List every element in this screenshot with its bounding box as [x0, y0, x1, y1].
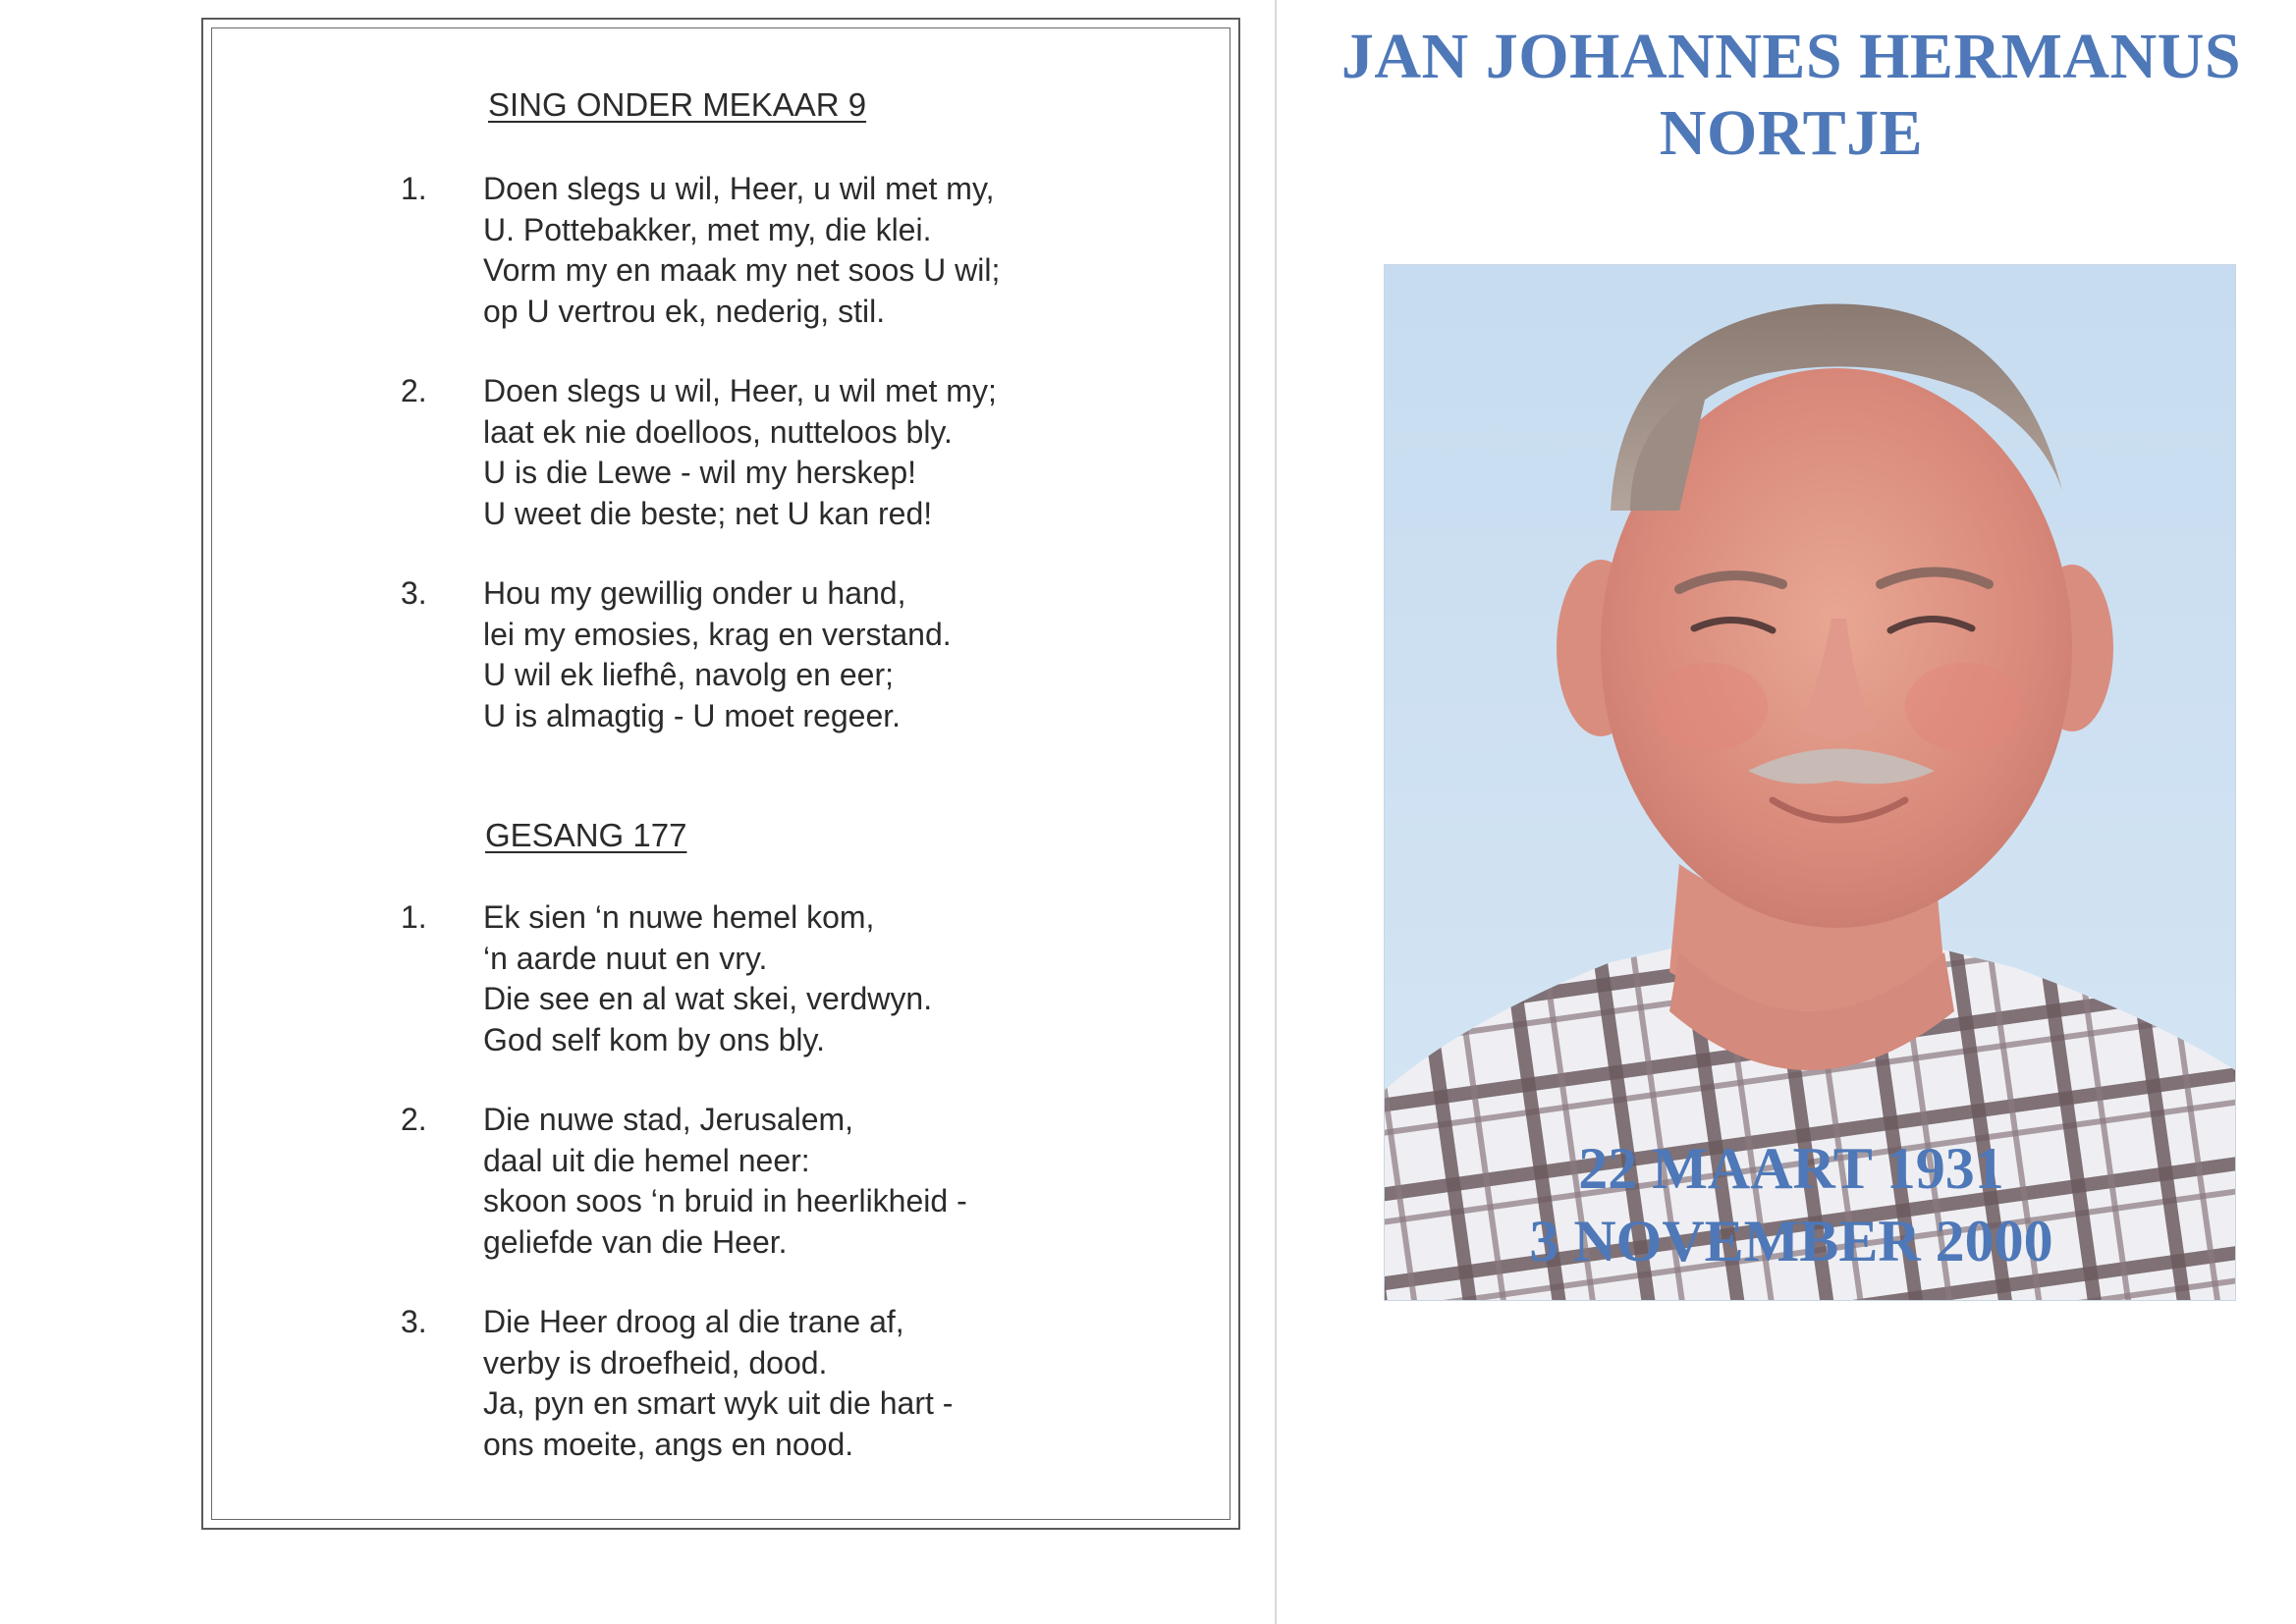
stanza-line: Doen slegs u wil, Heer, u wil met my;: [483, 373, 997, 408]
stanza-line: daal uit die hemel neer:: [483, 1142, 810, 1178]
stanza-number: 3.: [401, 1304, 427, 1339]
page-fold-line: [1275, 0, 1277, 1624]
stanza-lines: [483, 1302, 953, 1465]
stanza-line: Vorm my en maak my net soos U wil;: [483, 252, 1001, 288]
stanza-line: Ja, pyn en smart wyk uit die hart -: [483, 1385, 954, 1421]
stanza-number: 1.: [401, 171, 427, 206]
stanza-line: U weet die beste; net U kan red!: [483, 495, 933, 531]
stanza-line: Die nuwe stad, Jerusalem,: [483, 1102, 854, 1137]
stanza-number: 2.: [401, 1102, 427, 1137]
stanza-line: God self kom by ons bly.: [483, 1021, 825, 1057]
stanza-number: 1.: [401, 899, 427, 935]
stanza-lines: [483, 169, 1000, 332]
deceased-name-line-1: JAN JOHANNES HERMANUS: [1340, 21, 2242, 92]
stanza-line: verby is droefheid, dood.: [483, 1344, 828, 1380]
hymn1-title: SING ONDER MEKAAR 9: [488, 86, 867, 123]
stanza-lines: [483, 1100, 967, 1263]
stanza-line: op U vertrou ek, nederig, stil.: [483, 293, 886, 329]
stanza-line: U. Pottebakker, met my, die klei.: [483, 211, 932, 247]
stanza-line: ons moeite, angs en nood.: [483, 1426, 854, 1462]
hymn2-title: GESANG 177: [485, 817, 687, 853]
stanza-lines: [483, 371, 997, 534]
stanza-line: lei my emosies, krag en verstand.: [483, 616, 952, 652]
stanza-line: Doen slegs u wil, Heer, u wil met my,: [483, 171, 995, 206]
death-date: 3 NOVEMBER 2000: [1529, 1209, 2053, 1273]
stanza-lines: [483, 573, 952, 736]
stanza-line: Die see en al wat skei, verdwyn.: [483, 981, 933, 1016]
stanza-line: Hou my gewillig onder u hand,: [483, 575, 906, 611]
birth-date: 22 MAART 1931: [1578, 1136, 2004, 1201]
stanza-lines: [483, 897, 932, 1060]
deceased-name-line-2: NORTJE: [1659, 97, 1924, 169]
stanza-line: Ek sien ‘n nuwe hemel kom,: [483, 899, 875, 935]
stanza-line: U is almagtig - U moet regeer.: [483, 697, 902, 733]
stanza-line: U wil ek liefhê, navolg en eer;: [483, 657, 894, 692]
stanza-line: laat ek nie doelloos, nutteloos bly.: [483, 413, 953, 450]
stanza-line: skoon soos ‘n bruid in heerlikheid -: [483, 1183, 967, 1218]
stanza-line: U is die Lewe - wil my herskep!: [483, 455, 917, 490]
stanza-number: 3.: [401, 575, 427, 611]
stanza-line: ‘n aarde nuut en vry.: [483, 940, 768, 976]
stanza-line: geliefde van die Heer.: [483, 1223, 788, 1260]
stanza-line: Die Heer droog al die trane af,: [483, 1304, 904, 1339]
stanza-number: 2.: [401, 373, 427, 408]
